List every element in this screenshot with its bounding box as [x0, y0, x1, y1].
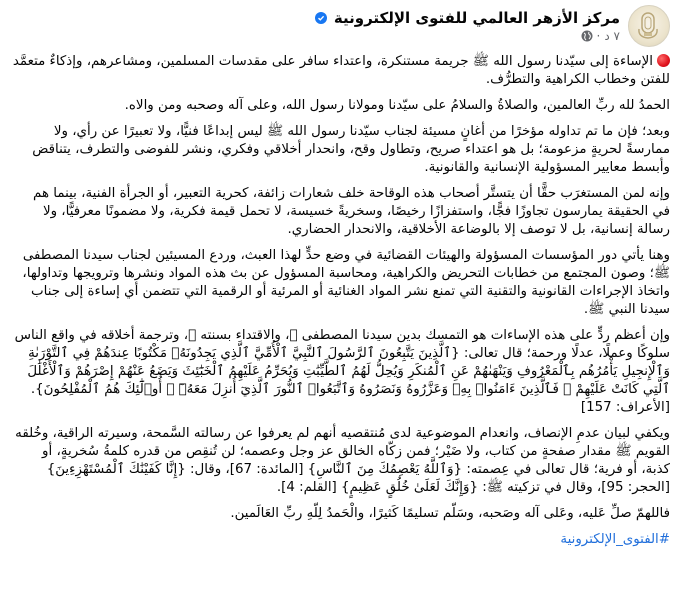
post-body: [12, 50, 670, 549]
post-paragraph: وإنه لمن المستغرَب حقًّا أن يتستَّر أصحاب هذه الوقاحة خلف شعارات زائفة، كحرية التعبير، أو الجرأة الفنية، بينما هم في الحقيقة يمارسون تجاوزًا فجًّا، واستفزازًا رخيصًا، وسخريةً خسيسة، لا تحمل قيمة فكرية، ولا مضمونًا معرفيًّا، ولا رسالة إنسانية، بل لا توصف إلا بالوضاعة الأخلاقية، والانحدار الحضاري.: [33, 186, 670, 237]
post-paragraph: وهنا يأتي دور المؤسسات المسؤولة والهيئات القضائية في وضع حدٍّ لهذا العبث، وردع المسيئين لجناب سيدنا المصطفى ﷺ؛ وصون المجتمع من خطابات التحريض والكراهية، ومحاسبة المسؤول عن بث هذه المواد ونشرها وترويجها وتداولها، واتخاذ الإجراءات القانونية والتقنية التي تمنع نشر المواد الغنائية أو المرئية أو الرقمية التي تتضمن أي إساءة إلى جناب سيدنا النبي ﷺ.: [22, 248, 670, 317]
verified-badge-icon: [315, 12, 327, 24]
post-paragraph: الحمدُ لله ربِّ العالمين، والصلاةُ والسلامُ على سيّدنا ومولانا رسول الله، وعلى آله وصحبه ومن والاه.: [124, 98, 670, 113]
post-paragraph-closing: فاللهمّ صلِّ عَليه، وعَلى آله وصَحبه، وسَلّم تسليمًا كَثيرًا، والْحَمدُ لِلّهِ ربِّ العَالَمين.: [230, 506, 670, 521]
post-paragraph: وبعد؛ فإن ما تم تداوله مؤخرًا من أغانٍ مسيئة لجناب سيّدنا رسول الله ﷺ ليس إبداعًا فنيًّا، ولا تعبيرًا عن رأي، ولا ممارسةً لحريةٍ مزعومة؛ بل هو اعتداء صريح، وتطاول وقح، وانحدار أخلاقي وفكري، ونشر للفوضى والتطرف، يتناقض وأبسط معايير المسؤولية الإنسانية والقانونية.: [32, 124, 670, 175]
post-header: [12, 0, 670, 50]
post-timestamp[interactable]: ٧ د: [604, 28, 620, 43]
post-paragraph: وإن أعظم ردٍّ على هذه الإساءات هو التمسك بدين سيدنا المصطفى ﷺ، والاقتداء بسنته ﷺ، وترجمة أخلاقه في واقع الناس سلوكًا وعملًا، عدلًا ورحمة؛ قال تعالى: {ٱلَّذِينَ يَتَّبِعُونَ ٱلرَّسُولَ ٱلنَّبِيَّ ٱلْأُمِّيَّ ٱلَّذِي يَجِدُونَهُۥ مَكْتُوبًا عِندَهُمْ فِي ٱلتَّوْرَىٰةِ وَٱلْإِنجِيلِ يَأْمُرُهُم بِٱلْمَعْرُوفِ وَيَنْهَىٰهُمْ عَنِ ٱلْمُنكَرِ وَيُحِلُّ لَهُمُ ٱلطَّيِّبَٰتِ وَيُحَرِّمُ عَلَيْهِمُ ٱلْخَبَٰٓئِثَ وَيَضَعُ عَنْهُمْ إِصْرَهُمْ وَٱلْأَغْلَٰلَ ٱلَّتِي كَانَتْ عَلَيْهِمْ ۚ فَٱلَّذِينَ ءَامَنُوا۟ بِهِۦ وَعَزَّرُوهُ وَنَصَرُوهُ وَٱتَّبَعُوا۟ ٱلنُّورَ ٱلَّذِيٓ أُنزِلَ مَعَهُۥٓ ۙ أُو۟لَٰٓئِكَ هُمُ ٱلْمُفْلِحُونَ}. [الأعراف: 157]: [14, 328, 670, 415]
globe-icon: [581, 30, 593, 42]
post-paragraph-intro: الإساءة إلى سيّدنا رسول الله ﷺ جريمة مستنكرة، واعتداء سافر على مقدسات المسلمين، ومشاعرهم، وإذكاءٌ متعمَّد للفتن وخطاب الكراهية والتطرُّف.: [12, 54, 670, 87]
azhar-logo-icon: [637, 11, 659, 41]
page-avatar[interactable]: [628, 5, 670, 47]
post-paragraph: ويكفي لبيان عدمِ الإنصاف، وانعدام الموضوعية لدى مُنتقصيه أنهم لم يعرفوا عن رسالته السَّمحة، وسيرته الراقية، وخُلقه القويم ﷺ مقدار صفحةٍ من كتاب، ولا ضَيْر؛ فمن زكّاه الخالق عز وجل وعصمه؛ لن تُنقِص من قدره كلمةُ سُخريةٍ، أو كذبة، أو فرية؛ قال تعالى في عِصمته: {وَٱللَّهُ يَعْصِمُكَ مِنَ ٱلنَّاسِ} [المائدة: 67]، وقال: {إِنَّا كَفَيْنَٰكَ ٱلْمُسْتَهْزِءِينَ} [الحجر: 95]، وقال في تزكيته ﷺ: {وَإِنَّكَ لَعَلَىٰ خُلُقٍ عَظِيمٍ} [القلم: 4].: [15, 426, 670, 495]
page-info: [315, 9, 620, 44]
red-circle-icon: [657, 54, 670, 67]
post-meta: [315, 28, 620, 44]
hashtag-link[interactable]: #الفتوى_الإلكترونية: [560, 532, 670, 547]
meta-separator: ·: [596, 28, 601, 43]
page-name[interactable]: مركز الأزهر العالمي للفتوى الإلكترونية: [333, 8, 620, 27]
